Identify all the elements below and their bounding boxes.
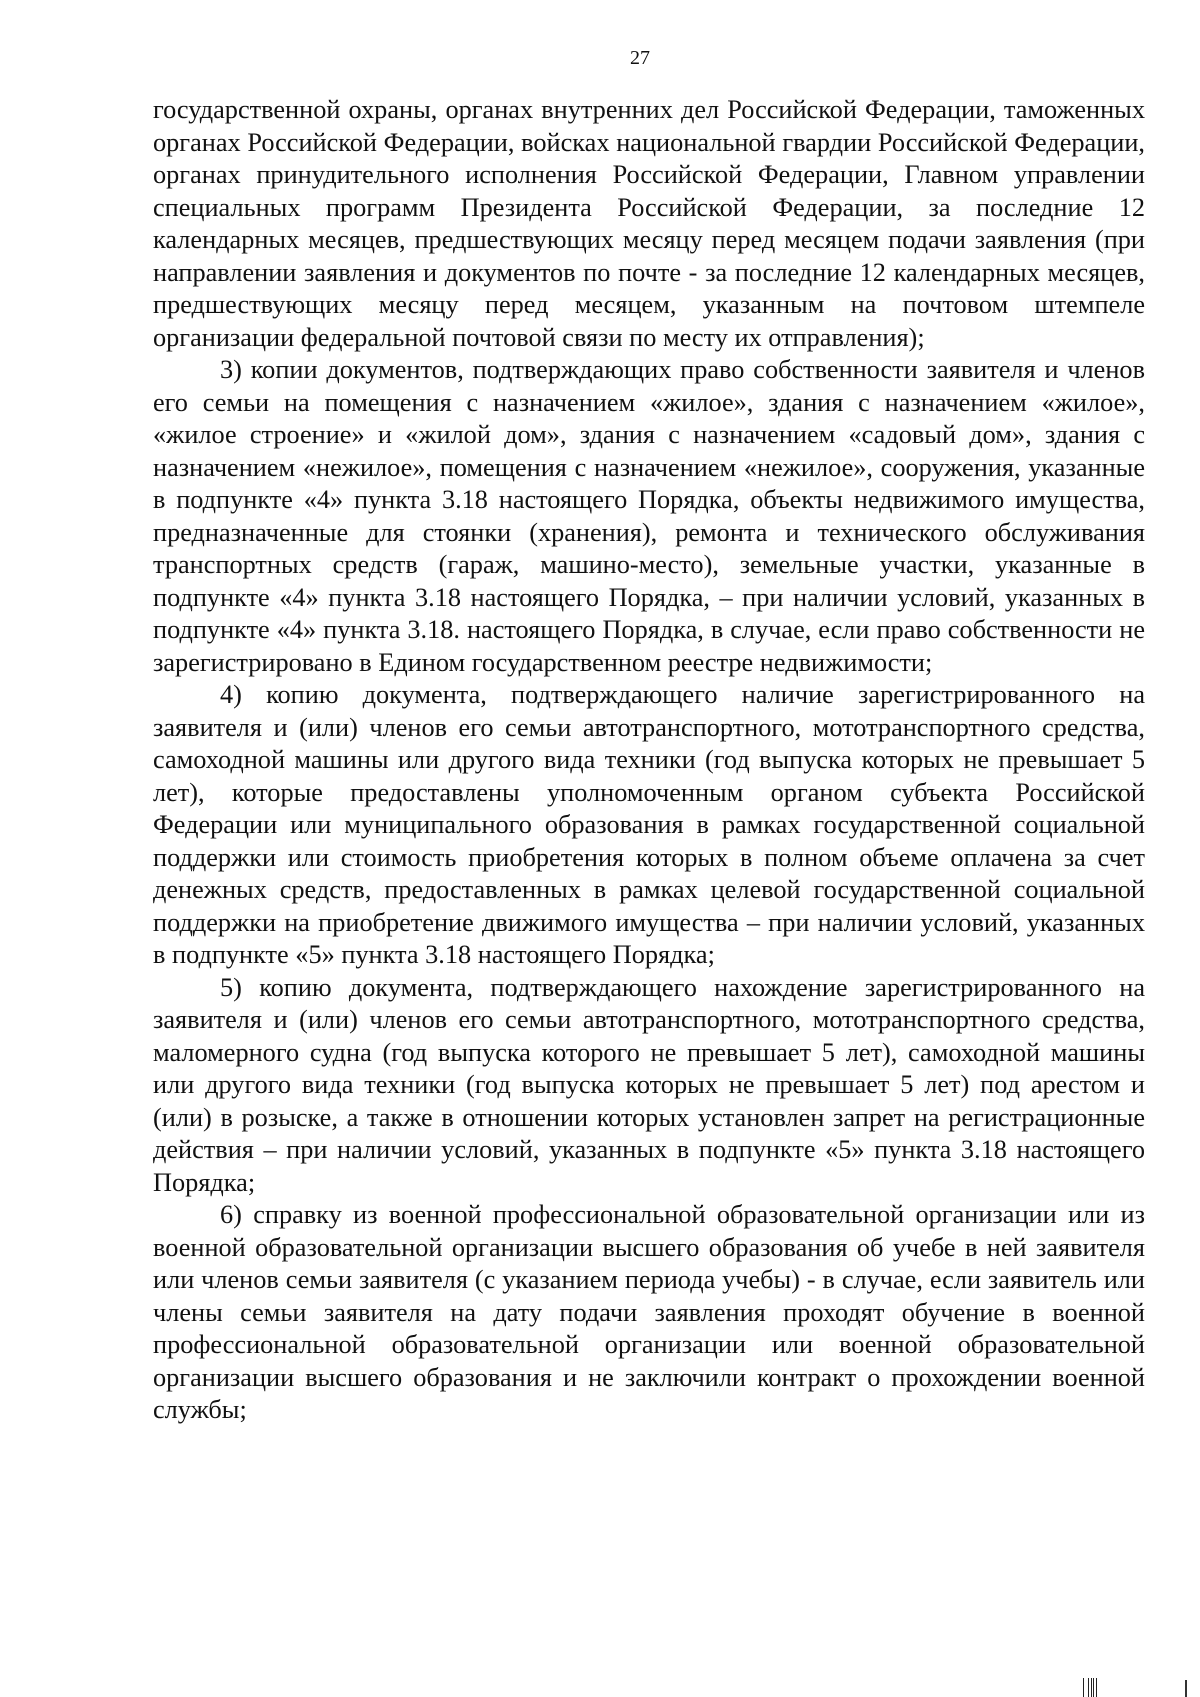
document-body (153, 94, 1145, 1427)
page-number: 27 (630, 47, 650, 69)
paragraph-item-3: 3) копии документов, подтверждающих право собственности заявителя и членов его семьи на помещения с назначением «жилое», здания с назначением «жилое», «жилое строение» и «жилой дом», здания с назначением «садовый дом», здания с назначением «нежилое», помещения с назначением «нежилое», сооружения, указанные в подпункте «4» пункта 3.18 настоящего Порядка, объекты недвижимого имущества, предназначенные для стоянки (хранения), ремонта и технического обслуживания транспортных средств (гараж, машино-место), земельные участки, указанные в подпункте «4» пункта 3.18 настоящего Порядка, – при наличии условий, указанных в подпункте «4» пункта 3.18. настоящего Порядка, в случае, если право собственности не зарегистрировано в Едином государственном реестре недвижимости; (153, 355, 1145, 677)
paragraph-item-4: 4) копию документа, подтверждающего наличие зарегистрированного на заявителя и (или) членов его семьи автотранспортного, мототранспортного средства, самоходной машины или другого вида техники (год выпуска которых не превышает 5 лет), которые предоставлены уполномоченным органом субъекта Российской Федерации или муниципального образования в рамках государственной социальной поддержки или стоимость приобретения которых в полном объеме оплачена за счет денежных средств, предоставленных в рамках целевой государственной социальной поддержки на приобретение движимого имущества – при наличии условий, указанных в подпункте «5» пункта 3.18 настоящего Порядка; (153, 680, 1145, 969)
paragraph-continuation: государственной охраны, органах внутренних дел Российской Федерации, таможенных органах Российской Федерации, войсках национальной гвардии Российской Федерации, органах принудительного исполнения Российской Федерации, Главном управлении специальных программ Президента Российской Федерации, за последние 12 календарных месяцев, предшествующих месяцу перед месяцем подачи заявления (при направлении заявления и документов по почте - за последние 12 календарных месяцев, предшествующих месяцу перед месяцем, указанным на почтовом штемпеле организации федеральной почтовой связи по месту их отправления); (153, 95, 1145, 352)
paragraph-item-5: 5) копию документа, подтверждающего нахождение зарегистрированного на заявителя и (или) членов его семьи автотранспортного, мототранспортного средства, маломерного судна (год выпуска которого не превышает 5 лет), самоходной машины или другого вида техники (год выпуска которых не превышает 5 лет) под арестом и (или) в розыске, а также в отношении которых установлен запрет на регистрационные действия – при наличии условий, указанных в подпункте «5» пункта 3.18 настоящего Порядка; (153, 972, 1145, 1197)
scan-artifact-marks (1083, 1678, 1103, 1697)
scan-edge-mark (1185, 1680, 1187, 1697)
paragraph-item-6: 6) справку из военной профессиональной образовательной организации или из военной образовательной организации высшего образования об учебе в ней заявителя или членов семьи заявителя (с указанием периода учебы) - в случае, если заявитель или члены семьи заявителя на дату подачи заявления проходят обучение в военной профессиональной образовательной организации или военной образовательной организации высшего образования и не заключили контракт о прохождении военной службы; (153, 1200, 1145, 1424)
